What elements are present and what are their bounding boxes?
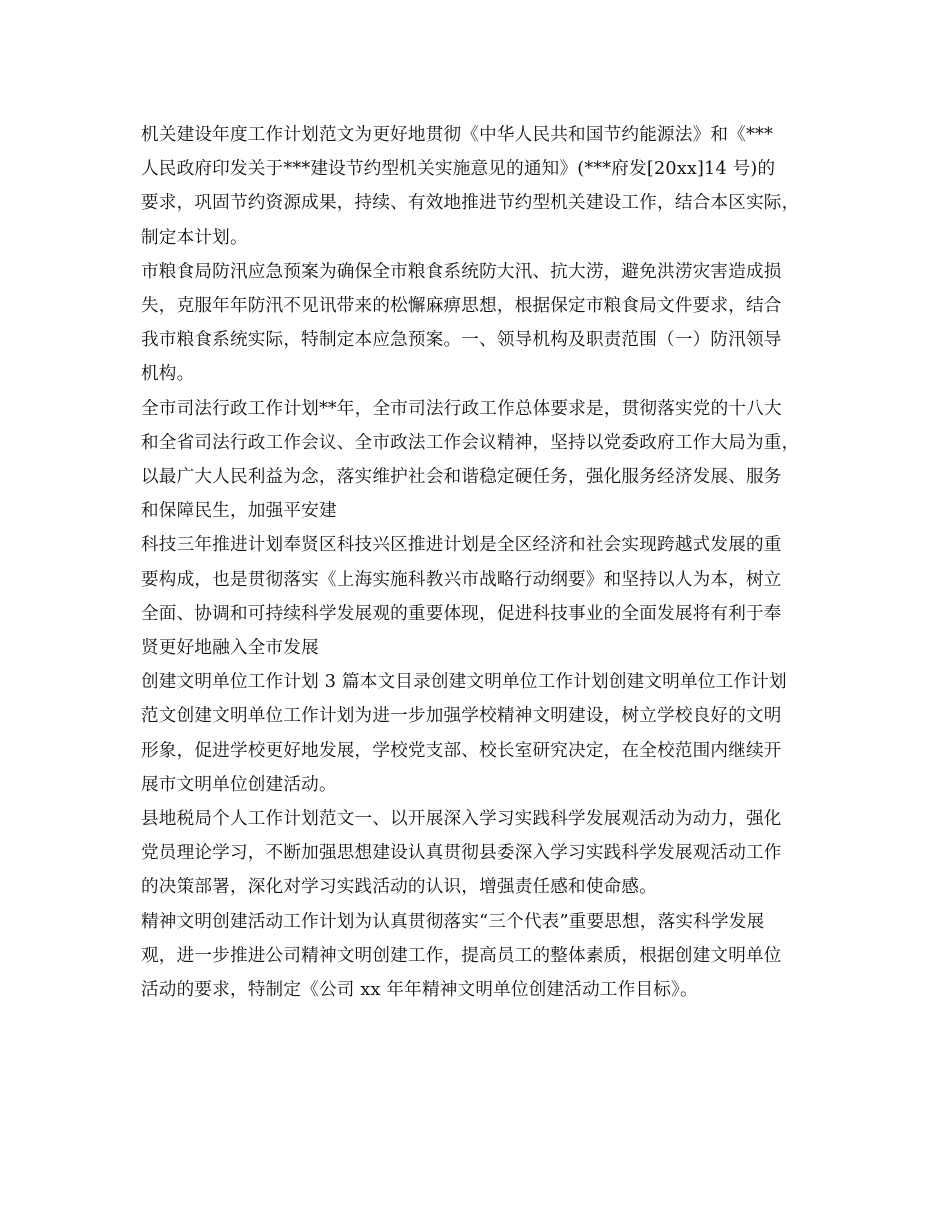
text-line: 要构成，也是贯彻落实《上海实施科教兴市战略行动纲要》和坚持以人为本，树立 — [141, 569, 782, 590]
text-line: 人民政府印发关于***建设节约型机关实施意见的通知》(***府发[20xx]14 号)的 — [141, 159, 776, 180]
text-line: 贤更好地融入全市发展 — [141, 638, 319, 659]
text-line: 和保障民生，加强平安建 — [141, 501, 337, 522]
text-line: 机关建设年度工作计划范文为更好地贯彻《中华人民共和国节约能源法》和《*** — [141, 125, 773, 145]
paragraph-judicial-plan — [141, 392, 831, 529]
text-line: 全市司法行政工作计划**年，全市司法行政工作总体要求是，贯彻落实党的十八大 — [141, 398, 782, 419]
text-line: 失，克服年年防汛不见讯带来的松懈麻痹思想，根据保定市粮食局文件要求，结合 — [141, 296, 782, 317]
paragraph-spiritual-civilization-plan — [141, 905, 831, 1008]
paragraph-civilized-unit-plan — [141, 665, 831, 802]
text-line: 以最广大人民利益为念，落实维护社会和谐稳定硬任务，强化服务经济发展、服务 — [141, 467, 782, 488]
text-line: 机构。 — [141, 364, 195, 385]
paragraph-technology-plan — [141, 528, 831, 665]
paragraph-tax-bureau-plan — [141, 802, 831, 905]
text-line: 科技三年推进计划奉贤区科技兴区推进计划是全区经济和社会实现跨越式发展的重 — [141, 535, 782, 556]
text-line: 市粮食局防汛应急预案为确保全市粮食系统防大汛、抗大涝，避免洪涝灾害造成损 — [141, 261, 782, 282]
text-line: 的决策部署，深化对学习实践活动的认识，增强责任感和使命感。 — [141, 877, 658, 898]
document-body — [141, 118, 831, 1007]
text-line: 范文创建文明单位工作计划为进一步加强学校精神文明建设，树立学校良好的文明 — [141, 706, 782, 727]
text-line: 展市文明单位创建活动。 — [141, 774, 337, 795]
text-line: 县地税局个人工作计划范文一、以开展深入学习实践科学发展观活动为动力，强化 — [141, 809, 782, 830]
text-line: 活动的要求，特制定《公司 xx 年年精神文明单位创建活动工作目标》。 — [141, 980, 698, 1001]
text-line: 和全省司法行政工作会议、全市政法工作会议精神，坚持以党委政府工作大局为重， — [141, 432, 800, 453]
text-line: 全面、协调和可持续科学发展观的重要体现，促进科技事业的全面发展将有利于奉 — [141, 603, 782, 624]
text-line: 制定本计划。 — [141, 227, 248, 248]
text-line: 我市粮食系统实际，特制定本应急预案。一、领导机构及职责范围（一）防汛领导 — [141, 330, 782, 351]
paragraph-agency-plan — [141, 118, 831, 255]
text-line: 要求，巩固节约资源成果，持续、有效地推进节约型机关建设工作，结合本区实际， — [141, 193, 800, 214]
text-line: 观，进一步推进公司精神文明创建工作，提高员工的整体素质，根据创建文明单位 — [141, 945, 782, 966]
text-line: 党员理论学习，不断加强思想建设认真贯彻县委深入学习实践科学发展观活动工作 — [141, 843, 782, 864]
text-line: 形象，促进学校更好地发展，学校党支部、校长室研究决定，在全校范围内继续开 — [141, 740, 782, 761]
text-line: 创建文明单位工作计划 3 篇本文目录创建文明单位工作计划创建文明单位工作计划 — [141, 672, 787, 693]
paragraph-flood-plan — [141, 255, 831, 392]
text-line: 精神文明创建活动工作计划为认真贯彻落实“三个代表”重要思想，落实科学发展 — [141, 911, 765, 932]
